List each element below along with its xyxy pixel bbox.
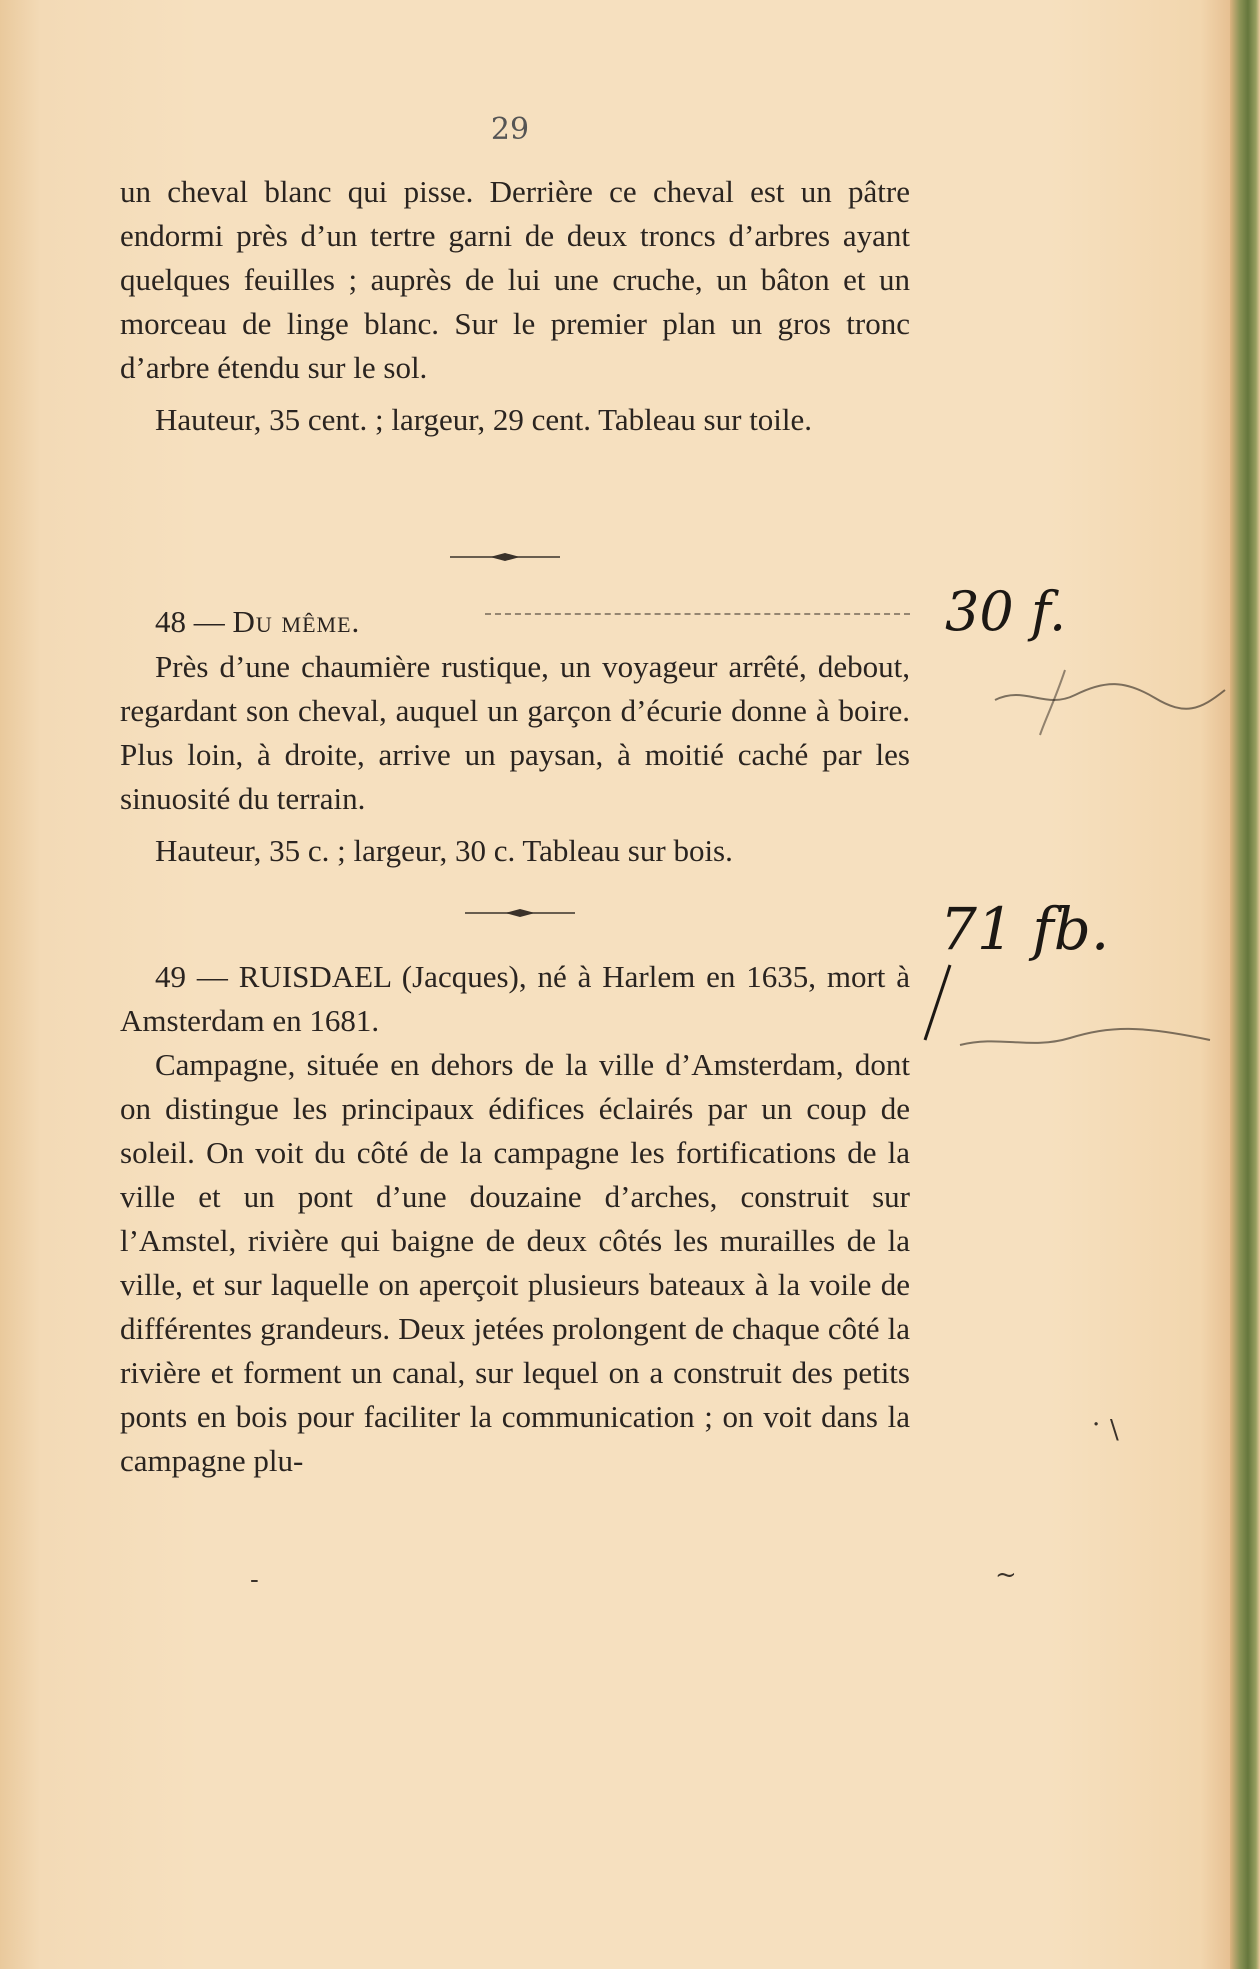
entry-49 [120,955,910,1483]
entry-49-number: 49 — [155,959,228,994]
entry-48-description: Près d’une chaumière rustique, un voyageur arrêté, debout, regardant son cheval, auquel un garçon d’écurie donne à boire. Plus loin, à droite, arrive un paysan, à moitié caché par les sinuosité du terrain. [120,649,910,816]
section-separator [450,550,560,564]
page-number: 29 [490,112,530,147]
printer-mark: - [250,1565,259,1595]
entry-48 [120,645,910,873]
entry-47-continuation [120,170,910,442]
entry-49-author: RUISDAEL [238,959,391,994]
entry-49-description: Campagne, située en dehors de la ville d’Amsterdam, dont on distingue les principaux édifices éclairés par un coup de soleil. On voit du côté de la campagne les fortifications de la ville et un pont d’une douzaine d’arches, construit sur l’Amstel, rivière qui baigne de deux côtés les murailles de la ville, et sur laquelle on aperçoit plusieurs bateaux à la voile de différentes grandeurs. Deux jetées prolongent de chaque côté la rivière et forment un canal, sur lequel on a construit des petits ponts en bois pour faciliter la communication ; on voit dans la campagne plu- [120,1047,910,1478]
pencil-dot: · [1092,1410,1101,1440]
handwritten-price-49: 71 fb. [940,895,1110,963]
handwritten-price-48: 30 f. [945,580,1067,643]
handwritten-buyer-name-48 [985,650,1235,740]
handwritten-buyer-name-49 [920,950,1220,1070]
entry-47-description: un cheval blanc qui pisse. Derrière ce cheval est un pâtre endormi près d’un tertre garni de deux troncs d’arbres ayant quelques feuilles ; auprès de lui une cruche, un bâton et un morceau de linge blanc. Sur le premier plan un gros tronc d’arbre étendu sur le sol. [120,174,910,385]
page-binding-edge [1230,0,1260,1969]
pencil-mark: \ [1110,1415,1119,1445]
section-separator [465,906,575,920]
entry-48-author: Du même. [232,604,361,639]
entry-48-number: 48 — [155,604,225,639]
entry-48-heading [120,600,910,644]
entry-47-dimensions: Hauteur, 35 cent. ; largeur, 29 cent. Tableau sur toile. [155,402,813,437]
entry-48-dimensions: Hauteur, 35 c. ; largeur, 30 c. Tableau sur bois. [155,833,733,868]
entry-49-author-details: (Jacques), né à Harlem en 1635, mort à Amsterdam en 1681. [120,959,911,1038]
printer-mark: ~ [995,1560,1017,1590]
